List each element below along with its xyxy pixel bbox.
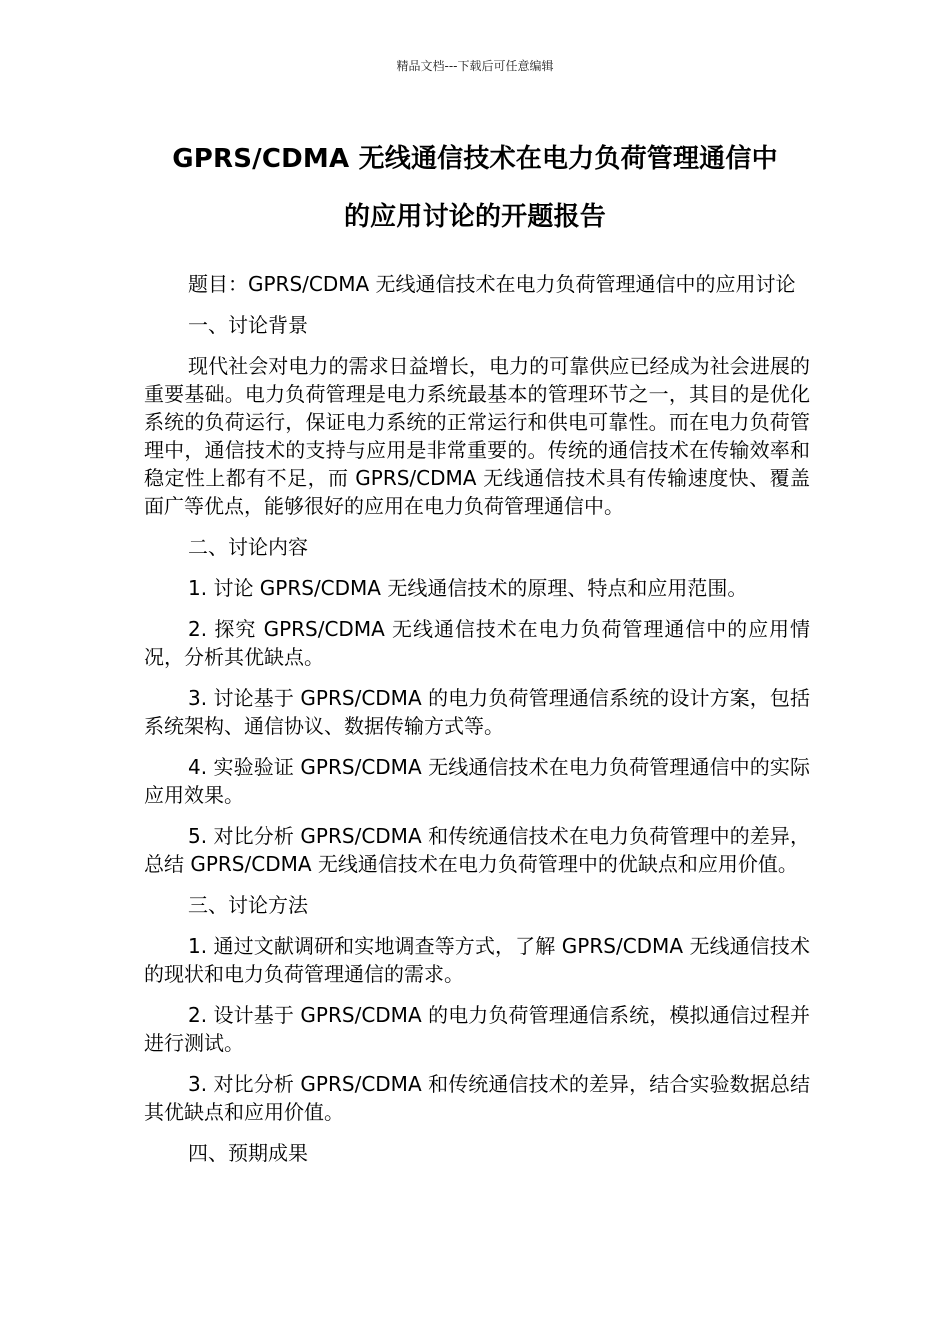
- page-header: 精品文档---下载后可任意编辑: [396, 59, 554, 73]
- title-line-2: 的应用讨论的开题报告: [343, 202, 606, 232]
- background-paragraph: 现代社会对电力的需求日益增长，电力的可靠供应已经成为社会进展的重要基础。电力负荷管理是电力系统最基本的管理环节之一，其目的是优化系统的负荷运行，保证电力系统的正常运行和供电可靠性。而在电力负荷管理中，通信技术的支持与应用是非常重要的。传统的通信技术在传输效率和稳定性上都有不足，而 GPRS/CDMA 无线通信技术具有传输速度快、覆盖面广等优点，能够很好的应用在电力负荷管理通信中。: [144, 354, 810, 518]
- document-body: [144, 270, 810, 1180]
- content-item: 1. 讨论 GPRS/CDMA 无线通信技术的原理、特点和应用范围。: [188, 576, 748, 600]
- content-item: 4. 实验验证 GPRS/CDMA 无线通信技术在电力负荷管理通信中的实际应用效果。: [144, 755, 810, 807]
- method-item: 2. 设计基于 GPRS/CDMA 的电力负荷管理通信系统，模拟通信过程并进行测试。: [144, 1003, 810, 1055]
- section-heading-expected-results: 四、预期成果: [188, 1141, 308, 1165]
- method-item: 3. 对比分析 GPRS/CDMA 和传统通信技术的差异，结合实验数据总结其优缺点和应用价值。: [144, 1072, 810, 1124]
- content-item: 3. 讨论基于 GPRS/CDMA 的电力负荷管理通信系统的设计方案，包括系统架构、通信协议、数据传输方式等。: [144, 686, 810, 738]
- content-item: 2. 探究 GPRS/CDMA 无线通信技术在电力负荷管理通信中的应用情况，分析其优缺点。: [144, 617, 810, 669]
- section-heading-methods: 三、讨论方法: [188, 893, 308, 917]
- title-line-1: GPRS/CDMA 无线通信技术在电力负荷管理通信中: [172, 144, 778, 174]
- section-heading-content: 二、讨论内容: [188, 535, 308, 559]
- section-heading-background: 一、讨论背景: [188, 313, 308, 337]
- content-item: 5. 对比分析 GPRS/CDMA 和传统通信技术在电力负荷管理中的差异，总结 GPRS/CDMA 无线通信技术在电力负荷管理中的优缺点和应用价值。: [144, 824, 810, 876]
- topic-paragraph: 题目：GPRS/CDMA 无线通信技术在电力负荷管理通信中的应用讨论: [188, 272, 796, 296]
- method-item: 1. 通过文献调研和实地调查等方式，了解 GPRS/CDMA 无线通信技术的现状和电力负荷管理通信的需求。: [144, 934, 810, 986]
- document-title: [100, 130, 850, 246]
